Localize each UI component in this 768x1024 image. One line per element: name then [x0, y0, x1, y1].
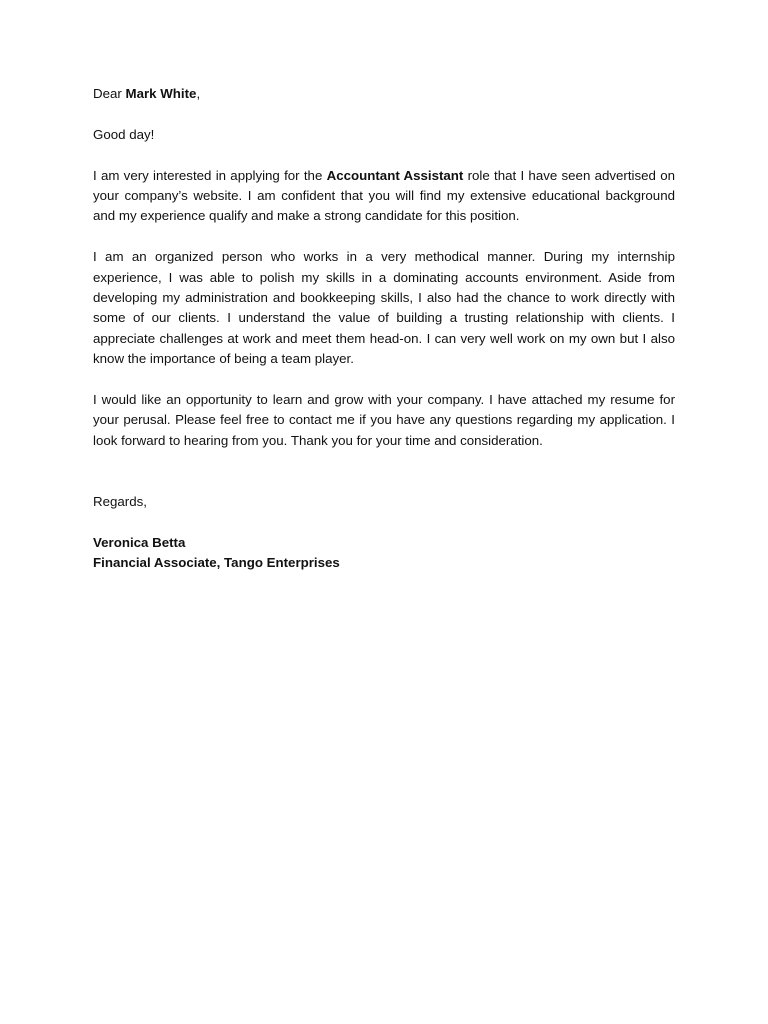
closing: Regards, [93, 494, 147, 510]
sender-title: Financial Associate, Tango Enterprises [93, 555, 340, 571]
position-title: Accountant Assistant [326, 167, 464, 183]
sender-name: Veronica Betta [93, 534, 186, 550]
paragraph-experience: I am an organized person who works in a very methodical manner. During my internship experience, I was able to polish my skills in a dominating accounts environment. Aside from developing my administration and bookkeeping skills, I also had the chance to work directly with some of our clients. I understand the value of building a trusting relationship with clients. I appreciate challenges at work and meet them head-on. I can very well work on my own but I also know the importance of being a team player. [93, 249, 675, 367]
salutation-prefix: Dear [93, 86, 126, 101]
spacer [93, 472, 675, 492]
signature-block [93, 533, 675, 574]
paragraph-application-intro: I am very interested in applying for the [93, 167, 327, 183]
paragraph-application [93, 166, 675, 227]
salutation-suffix: , [196, 86, 201, 101]
paragraph-closing: I would like an opportunity to learn and grow with your company. I have attached my resume for your perusal. Please feel free to contact me if you have any questions regarding my application. I look forward to hearing from you. Thank you for your time and consideration. [93, 392, 675, 448]
salutation [93, 84, 675, 104]
paragraph-application-rest: role that I have seen advertised on your company’s website. I am confident that you will find my extensive educational background and my experience qualify and make a strong candidate for this position. [93, 167, 675, 224]
letter-page [93, 84, 675, 574]
greeting: Good day! [93, 126, 155, 142]
recipient-name: Mark White [125, 86, 197, 101]
